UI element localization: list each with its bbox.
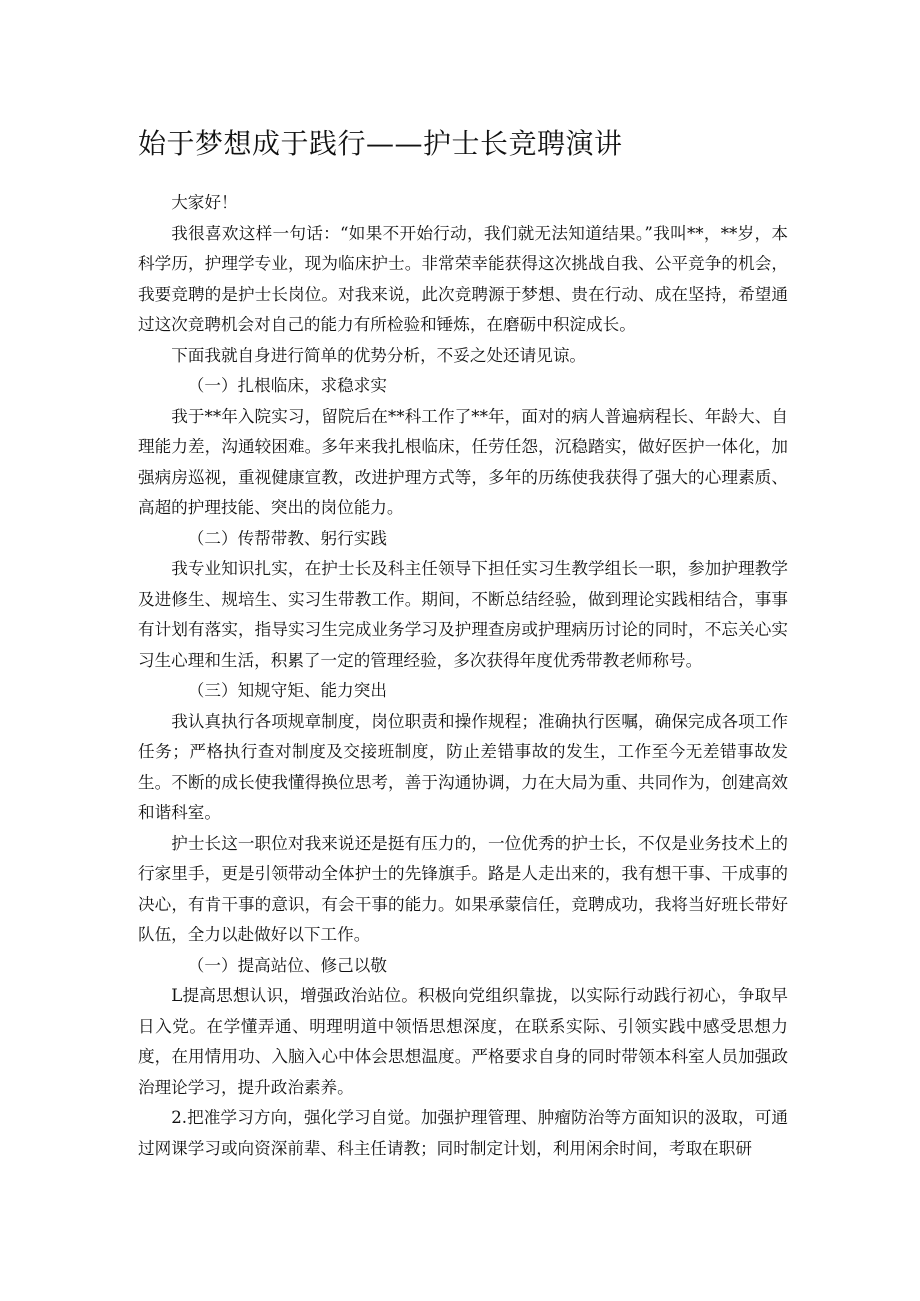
document-page (138, 124, 788, 1164)
greeting-paragraph: 大家好！ (171, 193, 238, 212)
body-paragraph: 我专业知识扎实，在护士长及科主任领导下担任实习生教学组长一职，参加护理教学及进修生、规培生、实习生带教工作。期间，不断总结经验，做到理论实践相结合，事事有计划有落实，指导实习生完成业务学习及护理查房或护理病历讨论的同时，不忘关心实习生心理和生活，积累了一定的管理经验，多次获得年度优秀带教老师称号。 (138, 559, 788, 670)
section-heading: （二）传帮带教、躬行实践 (187, 528, 387, 548)
body-paragraph: 我认真执行各项规章制度，岗位职责和操作规程；准确执行医嘱，确保完成各项工作任务；严格执行查对制度及交接班制度，防止差错事故的发生，工作至今无差错事故发生。不断的成长使我懂得换位思考，善于沟通协调，力在大局为重、共同作为，创建高效和谐科室。 (138, 711, 788, 822)
intro-paragraph: 我很喜欢这样一句话：“如果不开始行动，我们就无法知道结果。”我叫**，**岁，本科学历，护理学专业，现为临床护士。非常荣幸能获得这次挑战自我、公平竞争的机会，我要竞聘的是护士长岗位。对我来说，此次竞聘源于梦想、贵在行动、成在坚持，希望通过这次竞聘机会对自己的能力有所检验和锤炼，在磨砺中积淀成长。 (138, 223, 788, 334)
body-paragraph: 护士长这一职位对我来说还是挺有压力的，一位优秀的护士长，不仅是业务技术上的行家里手，更是引领带动全体护士的先锋旗手。路是人走出来的，我有想干事、干成事的决心，有肯干事的意识，有会干事的能力。如果承蒙信任，竞聘成功，我将当好班长带好队伍，全力以赴做好以下工作。 (138, 833, 788, 944)
document-body (138, 188, 788, 1164)
section-heading: （一）扎根临床，求稳求实 (187, 376, 387, 395)
section-heading: （三）知规守矩、能力突出 (187, 681, 387, 700)
list-item-paragraph: L提高思想认识，增强政治站位。积极向党组织靠拢，以实际行动践行初心，争取早日入党。在学懂弄通、明理明道中领悟思想深度，在联系实际、引领实践中感受思想力度，在用情用功、入脑入心中体会思想温度。严格要求自身的同时带领本科室人员加强政治理论学习，提升政治素养。 (138, 986, 788, 1097)
document-title: 始于梦想成于践行——护士长竞聘演讲 (138, 127, 623, 160)
analysis-intro-paragraph: 下面我就自身进行简单的优势分析，不妥之处还请见谅。 (171, 345, 587, 365)
body-paragraph: 我于**年入院实习，留院后在**科工作了**年，面对的病人普遍病程长、年龄大、自理能力差，沟通较困难。多年来我扎根临床，任劳任怨，沉稳踏实，做好医护一体化，加强病房巡视，重视健康宣教，改进护理方式等，多年的历练使我获得了强大的心理素质、高超的护理技能、突出的岗位能力。 (138, 406, 788, 517)
section-heading: （一）提高站位、修己以敬 (187, 955, 387, 975)
list-item-paragraph: 2.把准学习方向，强化学习自觉。加强护理管理、肿瘤防治等方面知识的汲取，可通过网课学习或向资深前辈、科主任请教；同时制定计划，利用闲余时间，考取在职研 (138, 1108, 788, 1158)
